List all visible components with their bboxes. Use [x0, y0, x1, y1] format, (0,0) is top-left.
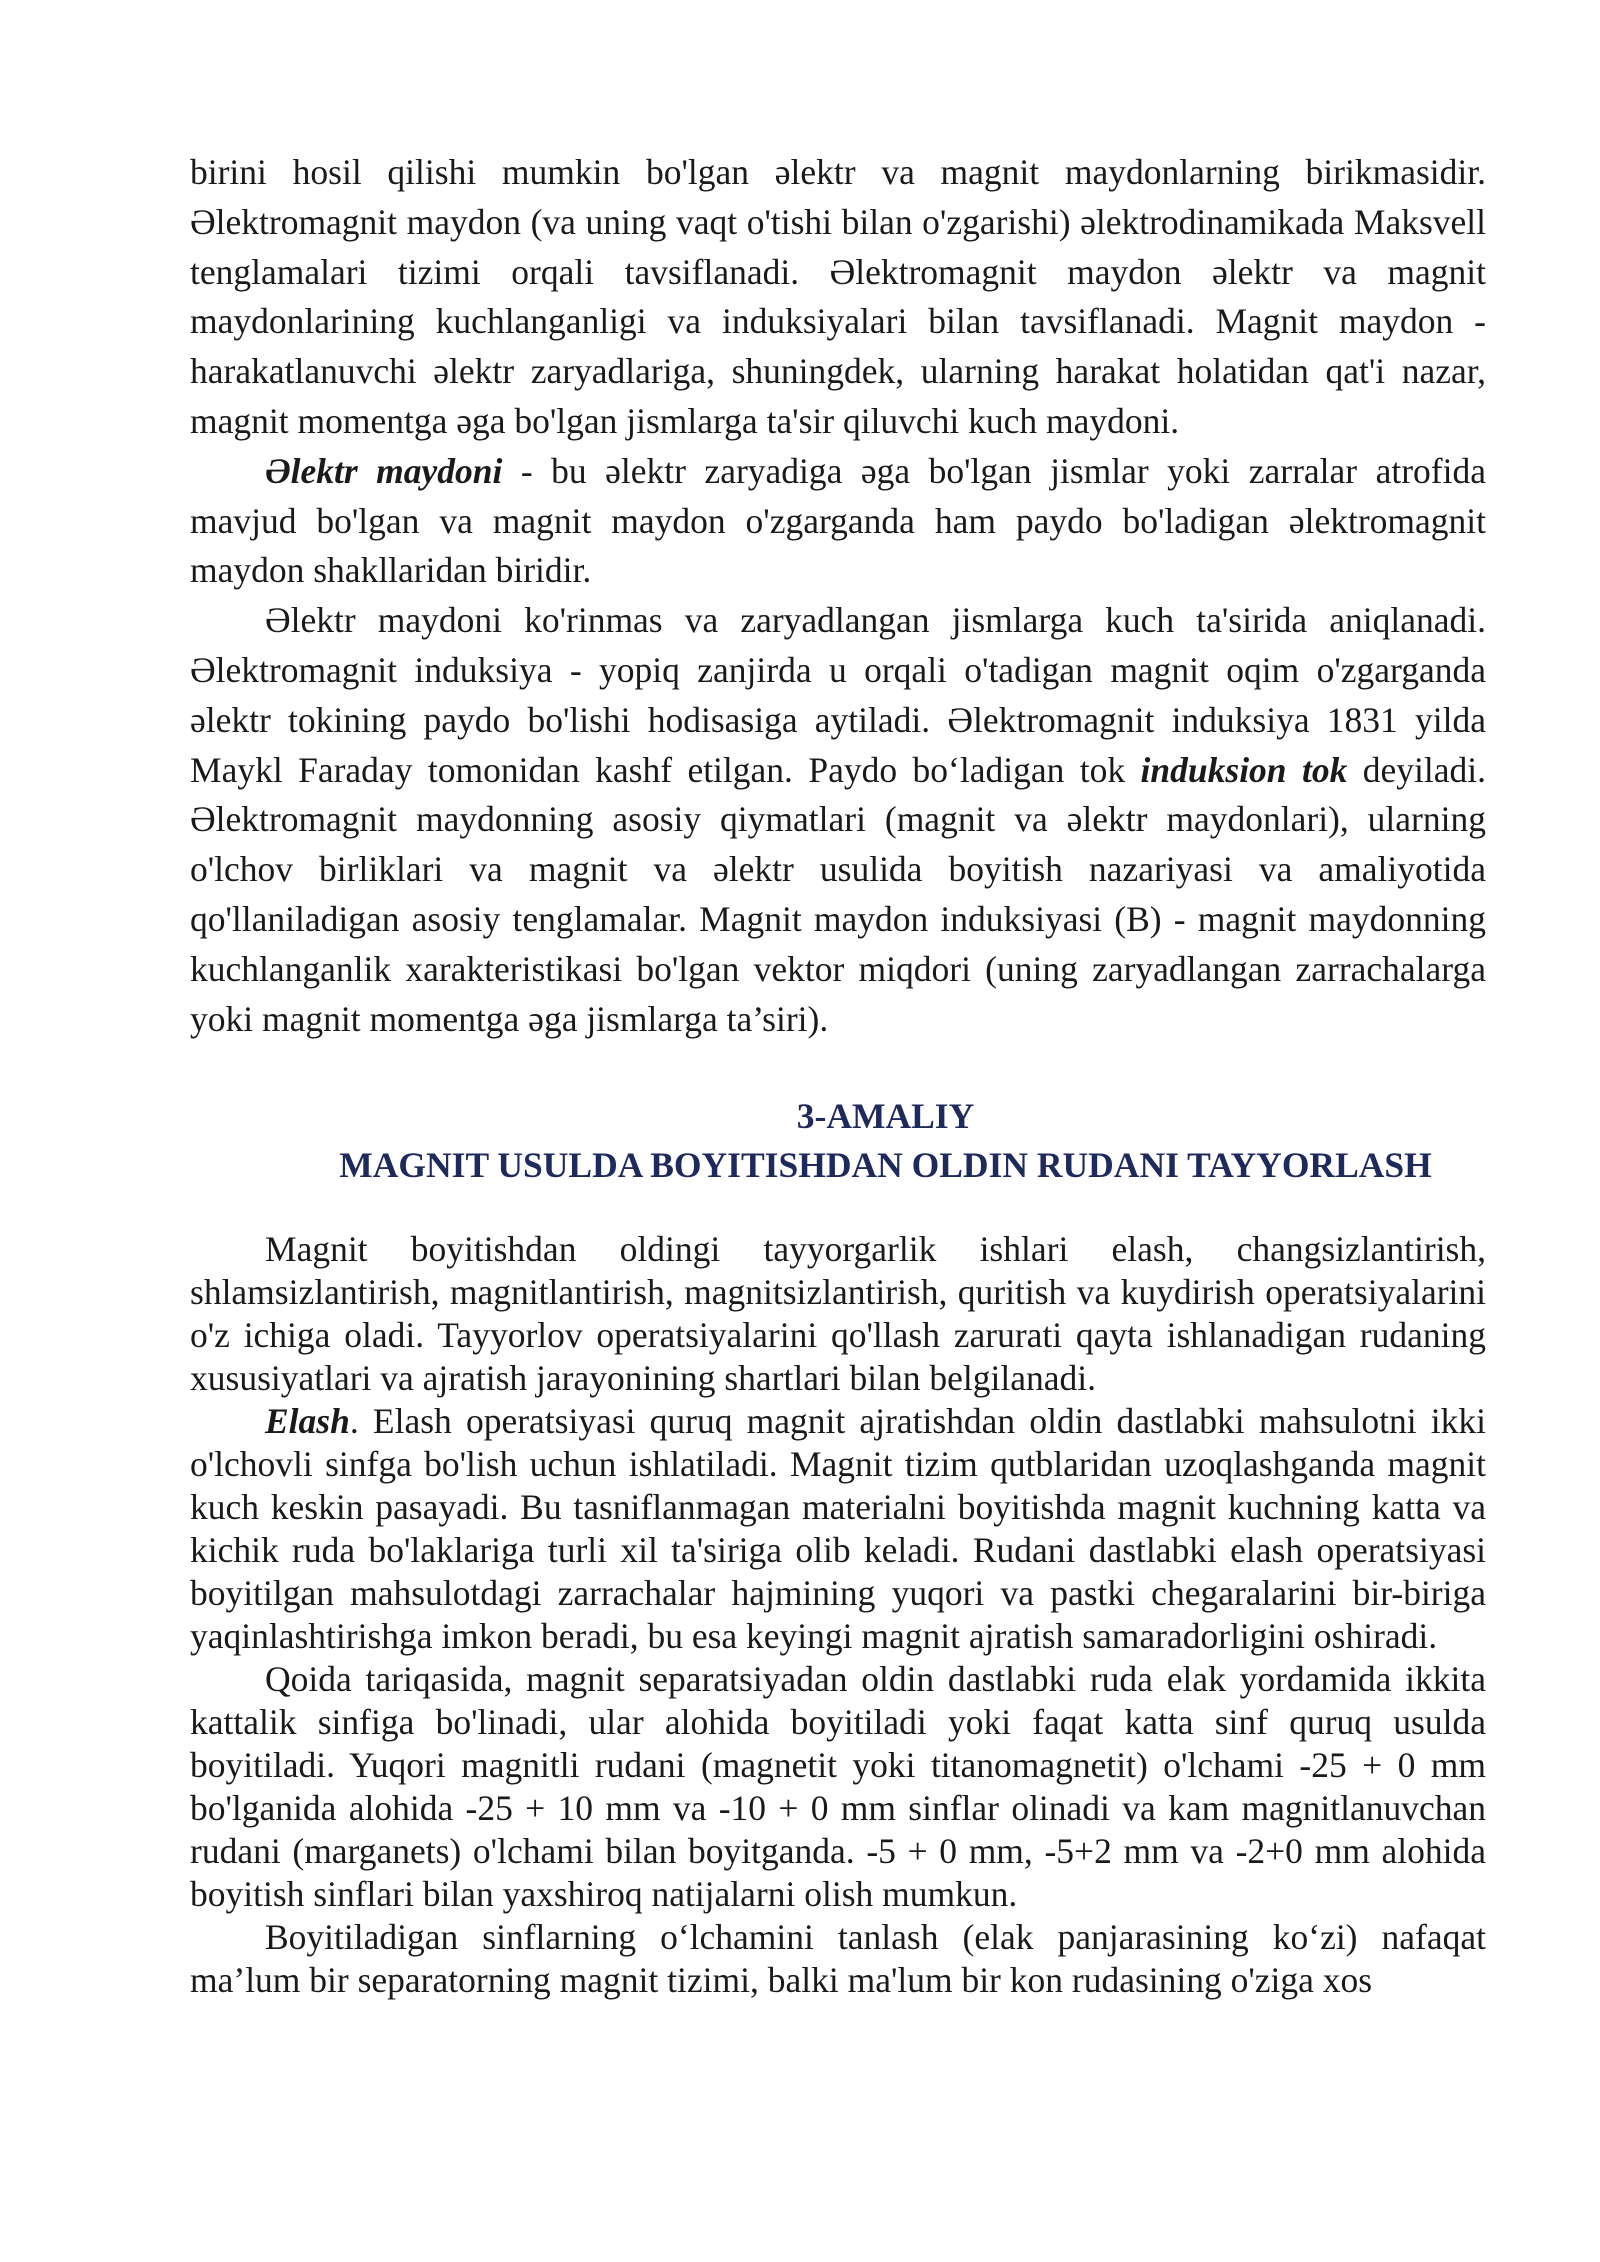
paragraph: Qoida tariqasida, magnit separatsiyadan oldin dastlabki ruda elak yordamida ikkita kattalik sinfiga bo'linadi, ular alohida boyitiladi yoki faqat katta sinf quruq usulda boyitiladi. Yuqori magnitli rudani (magnetit yoki titanomagnetit) o'lchami -25 + 0 mm bo'lganida alohida -25 + 10 mm va -10 + 0 mm sinflar olinadi va kam magnitlanuvchan rudani (marganets) o'lchami bilan boyitganda. -5 + 0 mm, -5+2 mm va -2+0 mm alohida boyitish sinflari bilan yaxshiroq natijalarni olish mumkun.: [190, 1659, 1486, 1915]
term-screening: Elash: [265, 1401, 350, 1442]
paragraph-text: - bu əlektr zaryadiga əga bo'lgan jismlar yoki zarralar atrofida mavjud bo'lgan va magnit maydon o'zgarganda ham paydo bo'ladigan əlektromagnit maydon shakllaridan biridir.: [190, 450, 1486, 591]
paragraph-text: . Elash operatsiyasi quruq magnit ajratishdan oldin dastlabki mahsulotni ikki o'lchovli sinfga bo'lish uchun ishlatiladi. Magnit tizim qutblaridan uzoqlashganda magnit kuch keskin pasayadi. Bu tasniflanmagan materialni boyitishda magnit kuchning katta va kichik ruda bo'laklariga turli xil ta'siriga olib keladi. Rudani dastlabki elash operatsiyasi boyitilgan mahsulotdagi zarrachalar hajmining yuqori va pastki chegaralarini bir-biriga yaqinlashtirishga imkon beradi, bu esa keyingi magnit ajratish samaradorligini oshiradi.: [190, 1401, 1486, 1657]
term-electric-field: Əlektr maydoni: [265, 450, 503, 491]
paragraph-electric-field: [190, 447, 1486, 596]
term-induction-current: induksion tok: [1140, 749, 1348, 790]
document-page: [190, 148, 1486, 2002]
paragraph-induction: [190, 596, 1486, 1044]
paragraph: birini hosil qilishi mumkin bo'lgan əlektr va magnit maydonlarning birikmasidir. Əlektromagnit maydon (va uning vaqt o'tishi bilan o'zgarishi) əlektrodinamikada Maksvell tenglamalari tizimi orqali tavsiflanadi. Əlektromagnit maydon əlektr va magnit maydonlarining kuchlanganligi va induksiyalari bilan tavsiflanadi. Magnit maydon - harakatlanuvchi əlektr zaryadlariga, shuningdek, ularning harakat holatidan qat'i nazar, magnit momentga əga bo'lgan jismlarga ta'sir qiluvchi kuch maydoni.: [190, 152, 1486, 441]
paragraph: Magnit boyitishdan oldingi tayyorgarlik ishlari elash, changsizlantirish, shlamsizlantirish, magnitlantirish, magnitsizlantirish, quritish va kuydirish operatsiyalarini o'z ichiga oladi. Tayyorlov operatsiyalarini qo'llash zarurati qayta ishlanadigan rudaning xususiyatlari va ajratish jarayonining shartlari bilan belgilanadi.: [190, 1229, 1486, 1399]
heading-title: MAGNIT USULDA BOYITISHDAN OLDIN RUDANI TAYYORLASH: [339, 1145, 1432, 1186]
paragraph: Boyitiladigan sinflarning o‘lchamini tanlash (elak panjarasining ko‘zi) nafaqat ma’lum bir separatorning magnit tizimi, balki ma'lum bir kon rudasining o'ziga xos: [190, 1917, 1486, 2001]
paragraph-text: deyiladi. Əlektromagnit maydonning asosiy qiymatlari (magnit va əlektr maydonlari), ularning o'lchov birliklari va magnit va əlektr usulida boyitish nazariyasi va amaliyotida qo'llaniladigan asosiy tenglamalar. Magnit maydon induksiyasi (B) - magnit maydonning kuchlanganlik xarakteristikasi bo'lgan vektor miqdori (uning zaryadlangan zarrachalarga yoki magnit momentga əga jismlarga ta’siri).: [190, 749, 1486, 1039]
paragraph-screening: [190, 1400, 1486, 1658]
section-ore-preparation: [190, 1228, 1486, 2002]
paragraph-text: Əlektr maydoni ko'rinmas va zaryadlangan jismlarga kuch ta'sirida aniqlanadi. Əlektromagnit induksiya - yopiq zanjirda u orqali o'tadigan magnit oqim o'zgarganda əlektr tokining paydo bo'lishi hodisasiga aytiladi. Əlektromagnit induksiya 1831 yilda Maykl Faraday tomonidan kashf etilgan. Paydo bo‘ladigan tok: [190, 600, 1486, 790]
heading-number: 3-AMALIY: [796, 1096, 975, 1137]
section-heading: [190, 1092, 1486, 1190]
section-electromagnetic-field: [190, 148, 1486, 1044]
